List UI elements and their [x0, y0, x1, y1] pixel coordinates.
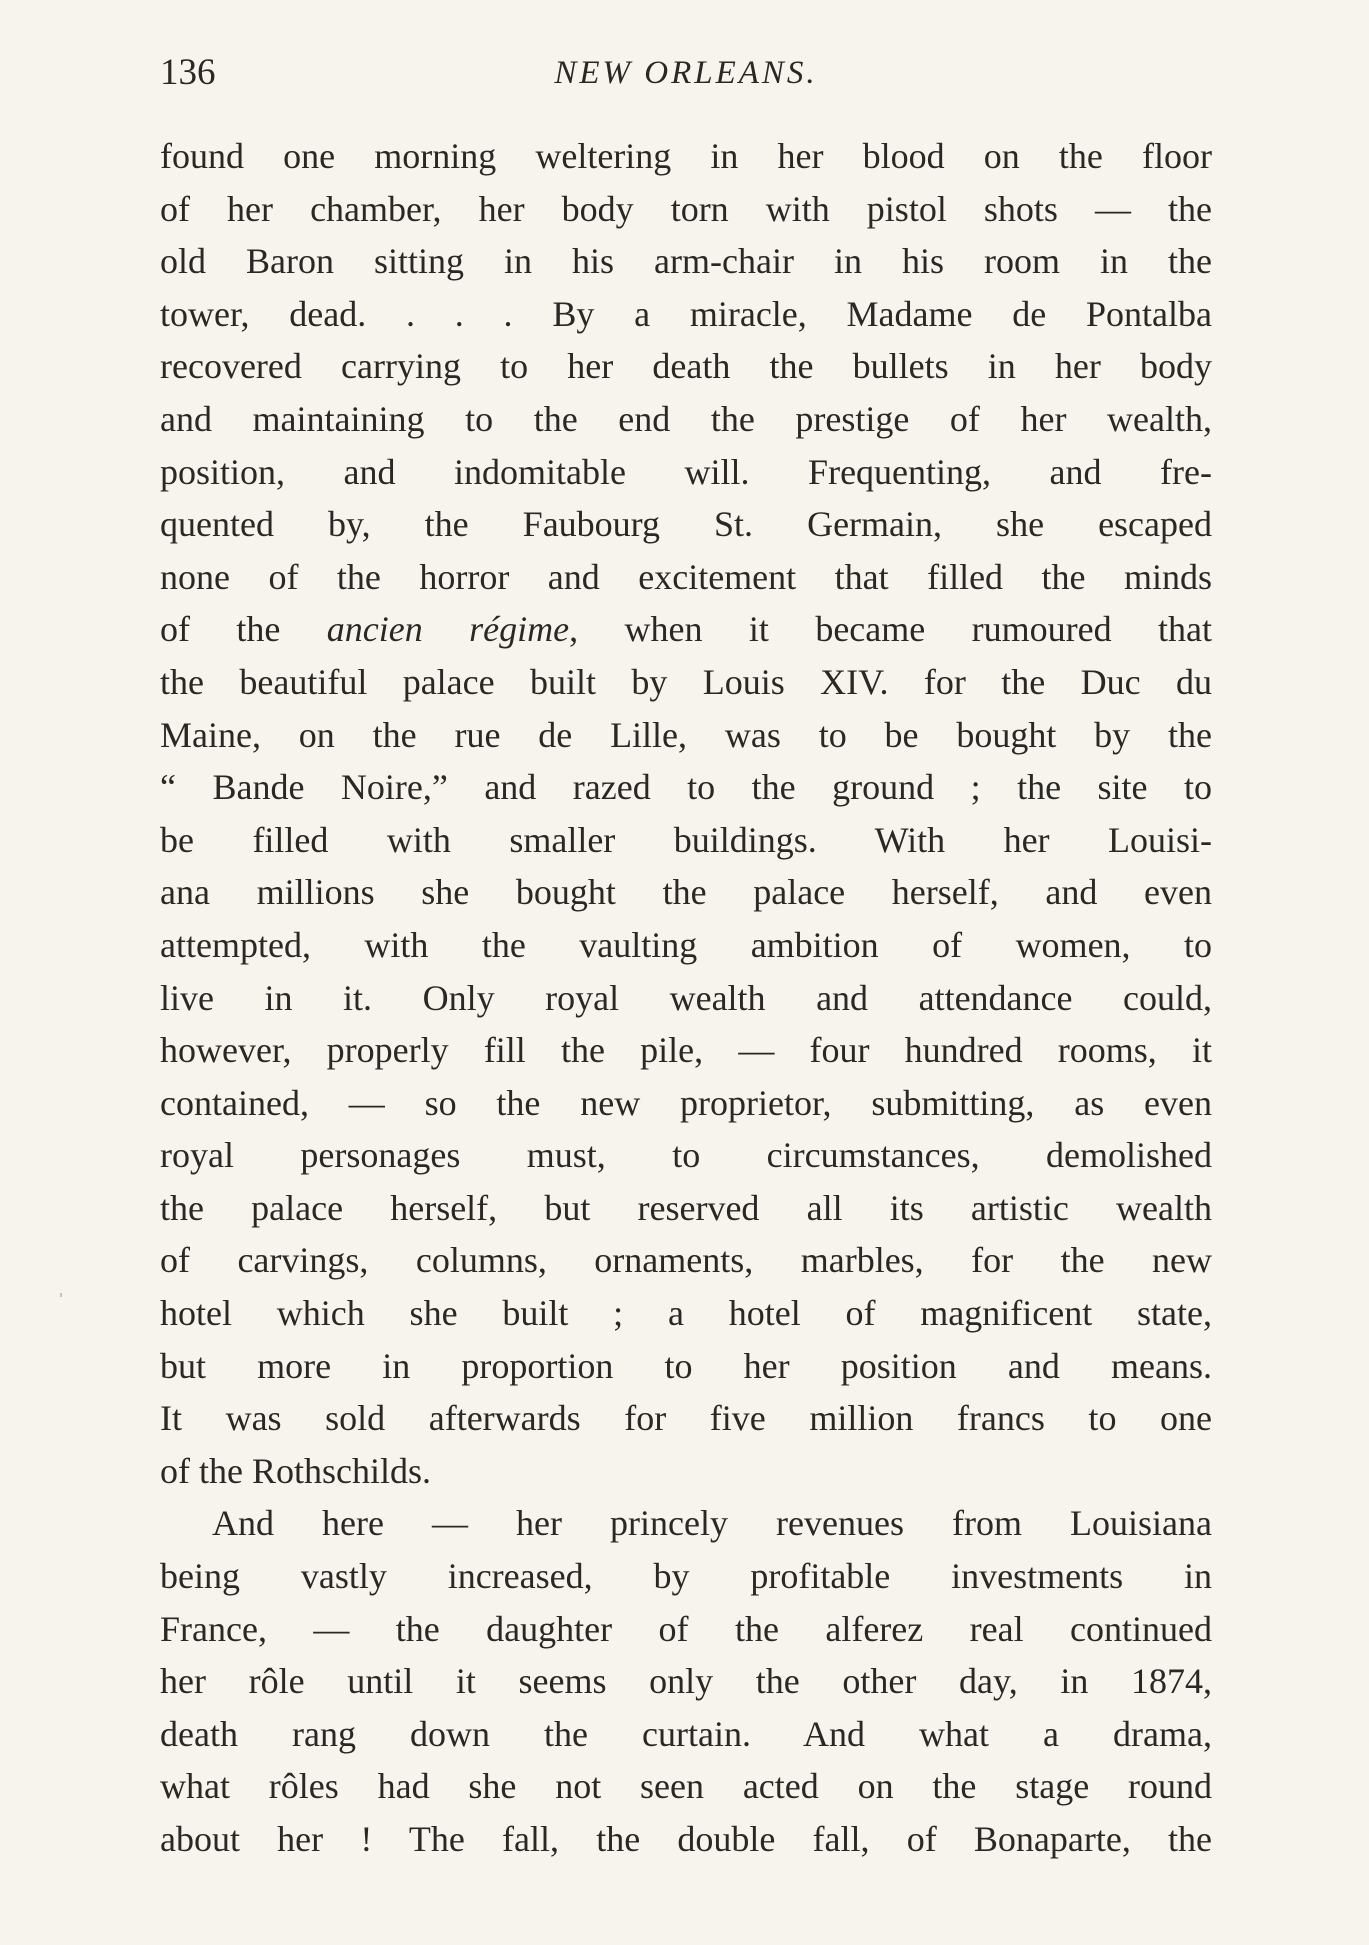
running-head	[160, 48, 1212, 98]
text-line: and maintaining to the end the prestige of her wealth,	[160, 398, 1212, 439]
text-line: tower, dead. . . . By a miracle, Madame de Pontalba	[160, 293, 1212, 334]
text-line: recovered carrying to her death the bullets in her body	[160, 346, 1212, 387]
text-line: found one morning weltering in her blood on the floor	[160, 136, 1212, 176]
text-line: the beautiful palace built by Louis XIV. for the Duc du	[160, 661, 1212, 702]
running-title: NEW ORLEANS.	[554, 55, 818, 91]
text-line-with-italic	[160, 603, 1212, 656]
paper-speck	[60, 1293, 62, 1297]
italic-phrase: ancien régime	[326, 609, 570, 650]
text-line: however, properly fill the pile, — four hundred rooms, it	[160, 1030, 1212, 1071]
text-line: what rôles had she not seen acted on the stage round	[160, 1766, 1212, 1807]
text-line: It was sold afterwards for five million francs to one	[160, 1398, 1212, 1439]
paragraph-last-line: of the Rothschilds.	[160, 1450, 431, 1491]
text-line: quented by, the Faubourg St. Germain, she escaped	[160, 504, 1212, 545]
text-line: France, — the daughter of the alferez real continued	[160, 1608, 1212, 1649]
text-line: Maine, on the rue de Lille, was to be bought by the	[160, 714, 1212, 755]
text-run: , when it became rumoured that	[569, 609, 1212, 650]
text-line: contained, — so the new proprietor, submitting, as even	[160, 1082, 1212, 1123]
page-number: 136	[160, 52, 216, 93]
text-line: ana millions she bought the palace herself, and even	[160, 872, 1212, 913]
body-text	[160, 130, 1212, 1866]
text-line: live in it. Only royal wealth and attendance could,	[160, 977, 1212, 1018]
text-line: of carvings, columns, ornaments, marbles, for the new	[160, 1240, 1212, 1281]
text-line: of her chamber, her body torn with pistol shots — the	[160, 188, 1212, 229]
text-line: position, and indomitable will. Frequenting, and fre-	[160, 451, 1212, 492]
text-line: death rang down the curtain. And what a drama,	[160, 1713, 1212, 1754]
text-line: about her ! The fall, the double fall, of Bonaparte, the	[160, 1819, 1212, 1859]
text-line: being vastly increased, by profitable investments in	[160, 1556, 1212, 1597]
text-line: hotel which she built ; a hotel of magnificent state,	[160, 1293, 1212, 1334]
paragraph-first-line: And here — her princely revenues from Louisiana	[212, 1503, 1212, 1544]
text-line: but more in proportion to her position and means.	[160, 1345, 1212, 1386]
text-line: her rôle until it seems only the other day, in 1874,	[160, 1661, 1212, 1702]
text-run: of the	[160, 609, 327, 650]
text-line: attempted, with the vaulting ambition of women, to	[160, 924, 1212, 965]
text-line: royal personages must, to circumstances, demolished	[160, 1135, 1212, 1176]
text-line: be filled with smaller buildings. With her Louisi-	[160, 819, 1212, 860]
text-line: “ Bande Noire,” and razed to the ground ; the site to	[160, 767, 1212, 808]
text-line: old Baron sitting in his arm-chair in his room in the	[160, 241, 1212, 282]
text-line: the palace herself, but reserved all its artistic wealth	[160, 1187, 1212, 1228]
text-line: none of the horror and excitement that filled the minds	[160, 556, 1212, 597]
